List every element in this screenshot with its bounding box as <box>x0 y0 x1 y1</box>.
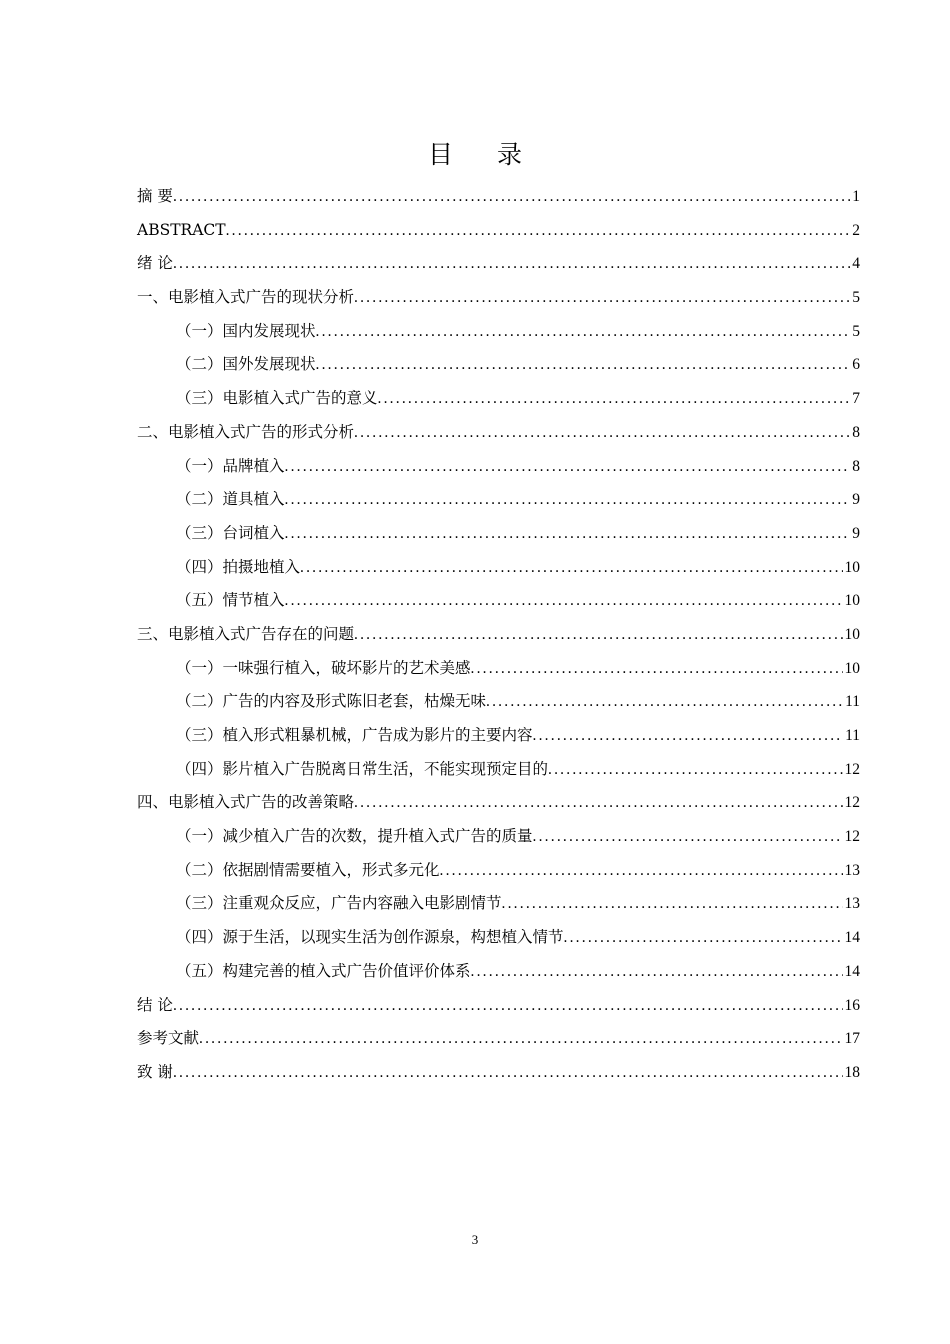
toc-entry[interactable] <box>137 685 860 719</box>
toc-leader-dots <box>486 685 843 719</box>
toc-entry-label: （一）减少植入广告的次数，提升植入式广告的质量 <box>176 827 533 846</box>
toc-entry-label: 二、电影植入式广告的形式分析 <box>137 422 355 441</box>
toc-leader-dots <box>300 551 842 585</box>
toc-leader-dots <box>533 719 844 753</box>
toc-leader-dots <box>440 854 843 888</box>
toc-entry[interactable] <box>137 652 860 686</box>
toc-entry[interactable] <box>137 786 860 820</box>
toc-leader-dots <box>471 652 843 686</box>
toc-entry-label: 四、电影植入式广告的改善策略 <box>137 793 355 812</box>
toc-entry-label: （三）植入形式粗暴机械，广告成为影片的主要内容 <box>176 726 533 744</box>
toc-leader-dots <box>378 382 851 416</box>
toc-leader-dots <box>533 820 843 854</box>
toc-entry-label: （三）电影植入式广告的意义 <box>176 389 378 408</box>
toc-leader-dots <box>226 214 851 248</box>
toc-entry-label: （二）道具植入 <box>176 490 285 509</box>
toc-entry-page: 14 <box>844 929 860 947</box>
toc-entry-label: 绪 论 <box>137 254 173 273</box>
toc-leader-dots <box>564 921 843 955</box>
toc-entry-label: （四）源于生活，以现实生活为创作源泉，构想植入情节 <box>176 928 564 947</box>
toc-entry-label: （二）广告的内容及形式陈旧老套，枯燥无味 <box>176 692 487 711</box>
toc-entry[interactable] <box>137 753 860 787</box>
toc-leader-dots <box>173 1056 843 1090</box>
toc-entry-page: 5 <box>852 289 860 307</box>
toc-leader-dots <box>316 348 851 382</box>
toc-entry-page: 13 <box>844 895 860 913</box>
toc-entry-page: 1 <box>852 188 860 205</box>
toc-entry-page: 11 <box>845 727 860 744</box>
toc-entry[interactable] <box>137 348 860 382</box>
toc-entry[interactable] <box>137 955 860 989</box>
toc-entry[interactable] <box>137 989 860 1023</box>
toc-entry[interactable] <box>137 618 860 652</box>
toc-entry[interactable] <box>137 584 860 618</box>
toc-entry-page: 12 <box>844 760 860 778</box>
toc-entry[interactable] <box>137 551 860 585</box>
toc-entry-page: 8 <box>852 457 860 475</box>
toc-entry[interactable] <box>137 1056 860 1090</box>
toc-leader-dots <box>173 989 843 1023</box>
toc-entry-page: 9 <box>852 524 860 542</box>
toc-entry[interactable] <box>137 1022 860 1056</box>
toc-entry[interactable] <box>137 820 860 854</box>
toc-entry-label: （四）拍摄地植入 <box>176 557 301 576</box>
toc-entry[interactable] <box>137 180 860 214</box>
toc-entry[interactable] <box>137 382 860 416</box>
toc-entry-label: 三、电影植入式广告存在的问题 <box>137 624 355 643</box>
toc-entry-page: 12 <box>844 794 860 812</box>
toc-entry-label: ABSTRACT <box>137 220 226 239</box>
toc-leader-dots <box>285 450 851 484</box>
toc-leader-dots <box>285 483 851 517</box>
toc-entry-page: 10 <box>844 625 860 643</box>
toc-entry[interactable] <box>137 281 860 315</box>
toc-entry-label: （二）依据剧情需要植入，形式多元化 <box>176 860 440 879</box>
toc-entry-page: 18 <box>844 1063 860 1081</box>
toc-entry-label: （三）注重观众反应，广告内容融入电影剧情节 <box>176 894 502 913</box>
toc-entry-label: （一）国内发展现状 <box>176 321 316 340</box>
toc-leader-dots <box>316 315 851 349</box>
page-number: 3 <box>471 1232 479 1247</box>
toc-entry[interactable] <box>137 315 860 349</box>
toc-leader-dots <box>173 247 850 281</box>
toc-entry[interactable] <box>137 247 860 281</box>
toc-entry-page: 7 <box>852 390 860 408</box>
toc-entry-page: 10 <box>844 592 860 610</box>
toc-entry-label: 结 论 <box>137 995 173 1014</box>
toc-entry-page: 5 <box>852 322 860 340</box>
toc-entry[interactable] <box>137 921 860 955</box>
toc-entry[interactable] <box>137 214 860 248</box>
toc-entry-page: 9 <box>852 491 860 509</box>
table-of-contents <box>137 180 860 1090</box>
toc-entry-page: 2 <box>852 221 860 239</box>
page-title: 目 录 <box>428 140 540 169</box>
toc-entry-label: （一）一味强行植入，破坏影片的艺术美感 <box>176 658 471 677</box>
toc-entry-label: （五）构建完善的植入式广告价值评价体系 <box>176 961 471 980</box>
toc-entry-page: 10 <box>844 659 860 677</box>
toc-entry[interactable] <box>137 483 860 517</box>
toc-leader-dots <box>548 753 842 787</box>
toc-entry[interactable] <box>137 450 860 484</box>
toc-entry[interactable] <box>137 517 860 551</box>
toc-entry-label: （一）品牌植入 <box>176 456 285 475</box>
toc-leader-dots <box>471 955 843 989</box>
toc-entry-page: 11 <box>845 693 860 711</box>
toc-entry-page: 6 <box>852 356 860 374</box>
toc-leader-dots <box>354 416 850 450</box>
toc-entry-page: 13 <box>844 861 860 879</box>
toc-entry-page: 16 <box>844 996 860 1014</box>
toc-entry[interactable] <box>137 719 860 753</box>
toc-entry-label: （二）国外发展现状 <box>176 355 316 374</box>
toc-leader-dots <box>199 1022 842 1056</box>
toc-entry-label: （四）影片植入广告脱离日常生活，不能实现预定目的 <box>176 759 549 778</box>
toc-leader-dots <box>354 618 842 652</box>
toc-entry[interactable] <box>137 416 860 450</box>
toc-entry-page: 12 <box>844 828 860 846</box>
toc-entry-label: 一、电影植入式广告的现状分析 <box>137 288 355 307</box>
toc-entry[interactable] <box>137 854 860 888</box>
toc-entry-label: 参考文献 <box>137 1029 200 1048</box>
toc-entry-label: （三）台词植入 <box>176 523 285 542</box>
toc-leader-dots <box>285 584 843 618</box>
toc-entry-page: 10 <box>844 558 860 576</box>
toc-leader-dots <box>285 517 851 551</box>
toc-entry-page: 8 <box>852 423 860 441</box>
toc-entry-page: 4 <box>852 255 860 273</box>
toc-leader-dots <box>354 281 850 315</box>
toc-entry-page: 14 <box>844 962 860 980</box>
toc-entry-label: 致 谢 <box>137 1062 173 1081</box>
toc-leader-dots <box>354 786 842 820</box>
toc-entry-label: （五）情节植入 <box>176 591 285 610</box>
toc-leader-dots <box>502 887 843 921</box>
toc-entry-page: 17 <box>844 1030 860 1048</box>
toc-entry[interactable] <box>137 887 860 921</box>
toc-entry-label: 摘 要 <box>137 187 173 205</box>
toc-leader-dots <box>173 180 850 214</box>
